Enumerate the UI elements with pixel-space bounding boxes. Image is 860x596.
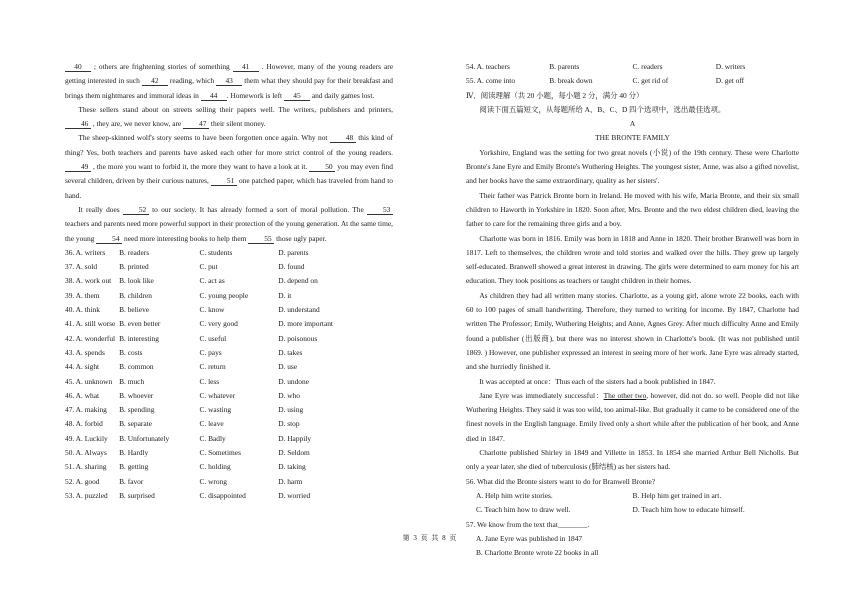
option-row <box>65 389 393 403</box>
passage-paragraph: Jane Eyre was immediately successful：The other two, however, did not do. so well. People did not like Wuthering Heights. They said it was too wild, too animal-like. But gradually it came to be considered one of the finest novels in the English language. Emily lived only a short while after the publication of her book, and Anne died in 1847. <box>466 390 799 443</box>
option-row <box>65 346 393 360</box>
option-row <box>65 446 393 460</box>
blank-43: 43 <box>216 76 242 86</box>
option-a: 38. A. work out <box>65 276 112 286</box>
option-c: C. holding <box>199 462 231 472</box>
option-a: 44. A. sight <box>65 362 100 372</box>
option-d: D. taking <box>278 462 306 472</box>
option-a: 47. A. making <box>65 405 107 415</box>
page-number: 第 3 页 共 8 页 <box>402 534 458 542</box>
option-row <box>65 260 393 274</box>
option-c: C. put <box>199 262 218 272</box>
option-a: 51. A. sharing <box>65 462 107 472</box>
option-b: B. Help him get trained in art. <box>632 490 722 500</box>
option-row <box>65 417 393 431</box>
option-a: 49. A. Luckily <box>65 433 108 443</box>
option-c: C. students <box>199 247 233 257</box>
option-d: D. worried <box>278 490 311 500</box>
option-d: D. who <box>278 390 300 400</box>
passage-paragraph: Charlotte published Shirley in 1849 and Villette in 1853. In 1854 she married Arthur Bell Nicholls. But only a year later, she died of tuberculosis (肺结核) as her sisters had. <box>466 448 799 472</box>
option-b: B. believe <box>119 305 150 315</box>
option-d: D. Seldom <box>278 448 310 458</box>
option-c: C. useful <box>199 333 227 343</box>
cloze-options-list <box>466 60 799 89</box>
option-d: D. Happily <box>278 433 312 443</box>
option-c: C. less <box>199 376 220 386</box>
option-a: 39. A. them <box>65 290 100 300</box>
option-d: D. writers <box>715 62 746 71</box>
option-b: B. much <box>119 376 145 386</box>
passage-title: THE BRONTE FAMILY <box>595 133 670 143</box>
option-c: C. readers <box>632 62 663 71</box>
option-row <box>65 332 393 346</box>
option-b: B. even better <box>119 319 161 329</box>
passage-paragraph: Their father was Patrick Bronte born in Ireland. He moved with his wife, Maria Bronte, and their six small children to Haworth in Yorkshire in 1820. Soon after, Mrs. Bronte and the two eldest children died, leaving the father to care for the remaining three girls and a boy. <box>466 190 799 229</box>
option-c: C. leave <box>199 419 224 429</box>
option-a: 52. A. good <box>65 476 100 486</box>
option-d: D. depend on <box>278 276 318 286</box>
option-d: D. takes <box>278 347 303 357</box>
passage-paragraph: As children they had all written many stories. Charlotte, as a young girl, alone wrote 22 books, each with 60 to 100 pages of small handwriting. Therefore, they turned to writing for income. By 1847, Charlotte had written The Professor; Emily, Wuthering Heights; and Anne, Agnes Grey. After much difficulty Anne and Emily found a publisher (出版商), but there was no interest shown in Charlotte's book. (It was not published until 1869. ) However, one publisher expressed an interest in seeing more of her work. Jane Eyre was already started, and she hurriedly finished it. <box>466 290 799 372</box>
blank-44: 44 <box>201 91 227 101</box>
option-b: B. surprised <box>119 490 155 500</box>
option-b: B. children <box>119 290 152 300</box>
blank-47: 47 <box>183 119 209 129</box>
option-d: D. using <box>278 405 304 415</box>
option-b: B. break down <box>549 76 593 86</box>
cloze-paragraph: The sheep-skinned wolf's story seems to have been forgotten once again. Why not 48 this kind of thing? Yes, both teachers and parents have asked each other for more strict control of the young readers. 49 , the more you want to forbid it, the more they want to have a look at it. 50 you may even find several children, driven by their curious natures, 51 one patched paper, which has traveled from hand to hand. <box>65 133 393 200</box>
option-b: B. interesting <box>119 333 159 343</box>
option-b: B. common <box>119 362 154 372</box>
blank-49: 49 <box>65 162 91 172</box>
option-b: B. Charlotte Bronte wrote 22 books in all <box>476 548 599 558</box>
option-d: D. more important <box>278 319 333 329</box>
option-a: 40. A. think <box>65 305 100 315</box>
option-a: 54. A. teachers <box>466 62 510 71</box>
option-b: B. look like <box>119 276 154 286</box>
option-a: 41. A. still worse <box>65 319 116 329</box>
option-a: 37. A. sold <box>65 262 98 272</box>
option-b: B. printed <box>119 262 149 272</box>
option-c: C. whatever <box>199 390 236 400</box>
option-c: C. disappointed <box>199 490 246 500</box>
cloze-paragraph: 40 ; others are frightening stories of something 41 . However, many of the young readers are getting interested in such 42 reading, which 43 them what they should pay for their breakfast and brings them nightmares and immoral ideas in 44 . Homework is left 45 and daily games lost. <box>65 62 393 100</box>
option-b: B. Unfortunately <box>119 433 170 443</box>
right-column <box>466 60 799 560</box>
blank-48: 48 <box>330 133 356 143</box>
option-a: 42. A. wonderful <box>65 333 116 343</box>
option-row <box>466 74 799 88</box>
passage-label: A <box>629 119 636 129</box>
option-d: D. undone <box>278 376 309 386</box>
option-b: B. whoever <box>119 390 154 400</box>
option-b: B. readers <box>119 247 150 257</box>
option-a: 55. A. come into <box>466 76 516 86</box>
option-a: 45. A. unknown <box>65 376 113 386</box>
option-d: D. use <box>278 362 298 372</box>
blank-54: 54 <box>96 234 122 244</box>
blank-40: 40 <box>65 62 91 72</box>
option-c: C. very good <box>199 319 238 329</box>
underlined-phrase: The other two <box>603 390 647 400</box>
option-a: 43. A. spends <box>65 347 105 357</box>
option-c: C. know <box>199 305 225 315</box>
option-a: A. Help him write stories. <box>476 490 553 500</box>
section-title: Ⅳ．阅读理解（共 20 小题，每小题 2 分，满分 40 分） <box>466 90 644 100</box>
passage-paragraph: It was accepted at once：Thus each of the sisters had a book published in 1847. <box>479 376 716 386</box>
option-row <box>65 360 393 374</box>
option-c: C. wasting <box>199 405 232 415</box>
option-c: C. young people <box>199 290 249 300</box>
option-d: D. poisonous <box>278 333 318 343</box>
option-b: B. favor <box>119 476 144 486</box>
option-c: C. get rid of <box>632 76 669 86</box>
option-row <box>65 432 393 446</box>
option-a: A. Jane Eyre was published in 1847 <box>476 533 583 543</box>
option-b: B. spending <box>119 405 155 415</box>
option-d: D. get off <box>715 76 745 86</box>
option-a: 48. A. forbid <box>65 419 103 429</box>
option-row <box>466 60 799 74</box>
option-b: B. parents <box>549 62 580 71</box>
option-row <box>65 303 393 317</box>
question-options <box>466 489 799 518</box>
option-b: B. Hardly <box>119 448 149 458</box>
option-b: B. separate <box>119 419 152 429</box>
question-stem: 57. We know from the text that________. <box>466 519 590 529</box>
option-b: B. costs <box>119 347 143 357</box>
option-row <box>65 460 393 474</box>
option-c: C. Sometimes <box>199 448 241 458</box>
option-row <box>65 289 393 303</box>
cloze-options-list <box>65 246 393 503</box>
option-a: 53. A. puzzled <box>65 490 108 500</box>
blank-55: 55 <box>248 234 274 244</box>
option-c: C. act as <box>199 276 225 286</box>
option-row <box>65 489 393 503</box>
passage-paragraph: Charlotte was born in 1816. Emily was born in 1818 and Anne in 1820. Their brother Branwell was born in 1817. Left to themselves, the children wrote and told stories and walked over the hills. They grew up largely self-educated. Branwell showed a great interest in drawing. The girls were determined to earn money for his art education. They took positions as teachers or taught children in their homes. <box>466 233 799 286</box>
blank-53: 53 <box>367 205 393 215</box>
section-instruction: 阅读下面五篇短文，从每题所给 A、B、C、D 四个选项中，选出最佳选项。 <box>479 104 726 114</box>
option-c: C. wrong <box>199 476 227 486</box>
option-d: D. found <box>278 262 305 272</box>
question-stem: 56. What did the Bronte sisters want to do for Branwell Bronte? <box>466 476 656 486</box>
option-d: D. it <box>278 290 292 300</box>
option-d: D. stop <box>278 419 300 429</box>
option-c: C. return <box>199 362 226 372</box>
option-d: D. harm <box>278 476 303 486</box>
option-d: D. understand <box>278 305 320 315</box>
blank-45: 45 <box>284 91 310 101</box>
option-c: C. Teach him how to draw well. <box>476 505 571 515</box>
option-d: D. Teach him how to educate himself. <box>632 505 745 515</box>
passage-paragraph: Yorkshire, England was the setting for two great novels (小说) of the 19th century. These were Charlotte Bronte's Jane Eyre and Emily Bronte's Wuthering Heights. The youngest sister, Anne, was also a gifted novelist, and her books have the same extraordinary, quality as her sisters'. <box>466 147 799 186</box>
option-d: D. parents <box>278 247 309 257</box>
blank-50: 50 <box>309 162 335 172</box>
option-row <box>65 475 393 489</box>
option-c: C. pays <box>199 347 222 357</box>
blank-46: 46 <box>65 119 91 129</box>
option-a: 36. A. writers <box>65 247 106 257</box>
option-a: 50. A. Always <box>65 448 107 458</box>
option-row <box>65 375 393 389</box>
blank-51: 51 <box>211 176 237 186</box>
blank-52: 52 <box>123 205 149 215</box>
option-a: 46. A. what <box>65 390 100 400</box>
blank-42: 42 <box>142 76 168 86</box>
cloze-paragraph: These sellers stand about on streets selling their papers well. The writers, publishers and printers, 46 , they are, we never know, are 47 their silent money. <box>65 103 393 132</box>
left-column <box>65 60 393 503</box>
option-b: B. getting <box>119 462 149 472</box>
cloze-paragraph: It really does 52 to our society. It has already formed a sort of moral pollution. The 53 teachers and parents need more powerful support in their protection of the young generation. At the same time, the young 54 need more interesting books to help them 55 those ugly paper. <box>65 204 393 243</box>
option-c: C. Badly <box>199 433 226 443</box>
blank-41: 41 <box>233 62 259 72</box>
option-row <box>65 246 393 260</box>
option-row <box>65 403 393 417</box>
option-row <box>65 317 393 331</box>
option-row <box>65 274 393 288</box>
